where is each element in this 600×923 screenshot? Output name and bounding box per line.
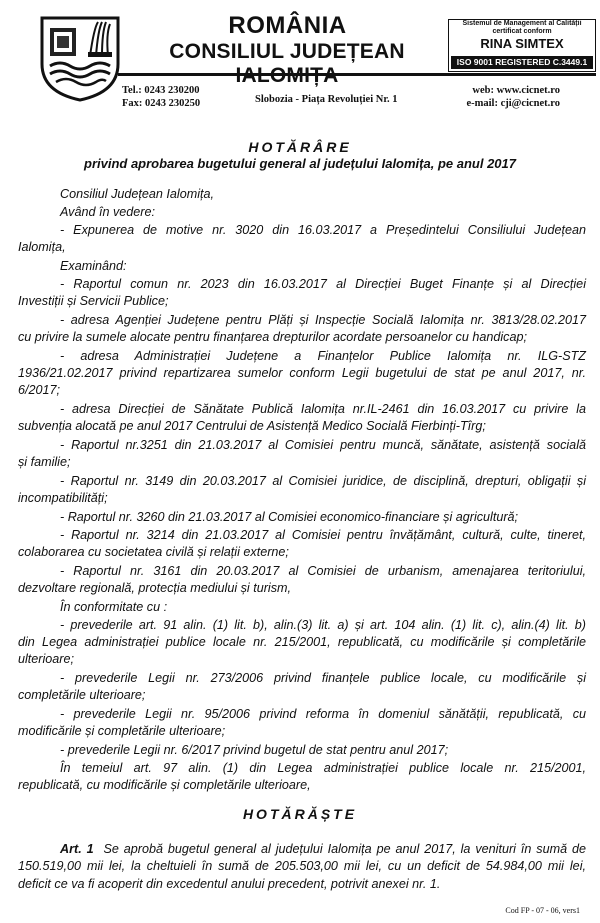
article-1-line-1: [60, 841, 586, 857]
body-line: - Expunerea de motive nr. 3020 din 16.03.2017 a Președintelui Consiliului Județean: [60, 223, 586, 237]
article-1-line-3: deficit ce va fi acoperit din excedentul anului precedent, potrivit anexei nr. 1.: [18, 877, 441, 891]
cert-line1: Sistemul de Management al Calității: [462, 20, 582, 27]
body-line: incompatibilități;: [18, 491, 108, 505]
body-line: - adresa Administrației Județene a Finanțelor Publice Ialomița nr. ILG-STZ: [60, 349, 586, 363]
quality-certification-badge: [448, 19, 596, 72]
county-coat-of-arms-icon: [38, 14, 122, 102]
article-1-line-2: 150.519,00 mii lei, la cheltuieli în sumă de 205.503,00 mii lei, cu un deficit de 54.984,00 mii lei,: [18, 859, 586, 873]
article-1-label: Art. 1: [60, 842, 94, 856]
document-subtitle: privind aprobarea bugetului general al județului Ialomița, pe anul 2017: [84, 156, 516, 171]
body-line: În temeiul art. 97 alin. (1) din Legea administrației publice locale nr. 215/2001,: [60, 761, 586, 775]
institution-name: CONSILIUL JUDEȚEAN: [169, 40, 405, 63]
body-line: - Raportul nr. 3161 din 20.03.2017 al Comisiei de urbanism, amenajarea teritoriului,: [60, 564, 586, 578]
form-code: Cod FP - 07 - 06, vers1: [505, 906, 580, 915]
cert-name: RINA SIMTEX: [480, 36, 564, 51]
website: web: www.cicnet.ro: [472, 85, 560, 96]
body-line: - Raportul comun nr. 2023 din 16.03.2017 al Direcției Buget Finanțe și al Direcției: [60, 277, 586, 291]
body-line: ulterioare;: [18, 652, 75, 666]
cert-registration: ISO 9001 REGISTERED C.3449.1: [451, 56, 593, 69]
body-line: modificările și completările ulterioare;: [18, 724, 226, 738]
body-line: - Raportul nr. 3149 din 20.03.2017 al Comisiei juridice, de disciplină, drepturi, obligații și: [60, 474, 586, 488]
body-line: - Raportul nr. 3214 din 21.03.2017 al Comisiei pentru învățământ, cultură, culte, tineret,: [60, 528, 586, 542]
body-line: - prevederile art. 91 alin. (1) lit. b), alin.(3) lit. a) și art. 104 alin. (1) lit. c), alin.(4) lit. b): [60, 618, 586, 632]
body-line: 6/2017;: [18, 383, 61, 397]
header-divider: [118, 73, 596, 76]
email-address: e-mail: cji@cicnet.ro: [466, 98, 560, 109]
body-line: cu privire la sumele alocate pentru finanțarea drepturilor acordate persoanelor cu handicap;: [18, 330, 527, 344]
web-email-block: [430, 84, 560, 110]
body-line: Ialomița,: [18, 240, 66, 254]
decision-heading: HOTĂRĂȘTE: [242, 806, 358, 822]
cert-line2: certificat conform: [492, 28, 552, 35]
phone-fax-block: [122, 84, 200, 110]
body-line: și familie;: [18, 455, 71, 469]
body-line: Investiții și Servicii Publice;: [18, 294, 169, 308]
country-name: ROMÂNIA: [228, 12, 347, 39]
body-line: dezvoltare regională, protecția mediului și turism,: [18, 581, 291, 595]
body-line: - prevederile Legii nr. 273/2006 privind finanțele publice locale, cu modificările și: [60, 671, 586, 685]
article-1-text-1: Se aprobă bugetul general al județului Ialomița pe anul 2017, la venituri în sumă de: [103, 842, 586, 856]
body-line: - prevederile Legii nr. 6/2017 privind bugetul de stat pentru anul 2017;: [60, 743, 449, 757]
body-line: Examinând:: [60, 259, 127, 273]
fax-number: Fax: 0243 230250: [122, 98, 201, 109]
body-line: - prevederile Legii nr. 95/2006 privind reforma în domeniul sănătății, republicată, cu: [60, 707, 586, 721]
phone-number: Tel.: 0243 230200: [122, 85, 200, 96]
body-line: - adresa Direcției de Sănătate Publică Ialomița nr.IL-2461 din 16.03.2017 cu privire la: [60, 402, 586, 416]
body-line: colaborarea cu societatea civilă și relații externe;: [18, 545, 289, 559]
body-line: - Raportul nr.3251 din 21.03.2017 al Comisiei pentru muncă, sănătate, asistență socială: [60, 438, 586, 452]
body-line: Având în vedere:: [60, 205, 155, 219]
body-line: 1936/21.02.2017 privind repartizarea sumelor conform Legii bugetului de stat pe anul 2017, nr.: [18, 366, 586, 380]
body-line: - Raportul nr. 3260 din 21.03.2017 al Comisiei economico-financiare și agricultură;: [60, 510, 519, 524]
body-line: subvenția alocată pe anul 2017 Centrului de Asistență Medico Socială Fierbinți-Tîrg;: [18, 419, 486, 433]
body-line: republicată, cu modificările și completările ulterioare,: [18, 778, 311, 792]
body-line: - adresa Agenției Județene pentru Plăți și Inspecție Socială Ialomița nr. 3813/28.02.2017: [60, 313, 586, 327]
body-line: În conformitate cu :: [60, 600, 168, 614]
body-line: completările ulterioare;: [18, 688, 146, 702]
body-line: din Legea administrației publice locale nr. 215/2001, republicată, cu modificările și completările: [18, 635, 586, 649]
address: Slobozia - Piața Revoluției Nr. 1: [255, 94, 398, 105]
body-line: Consiliul Județean Ialomița,: [60, 187, 215, 201]
document-title: HOTĂRÂRE: [248, 139, 352, 155]
